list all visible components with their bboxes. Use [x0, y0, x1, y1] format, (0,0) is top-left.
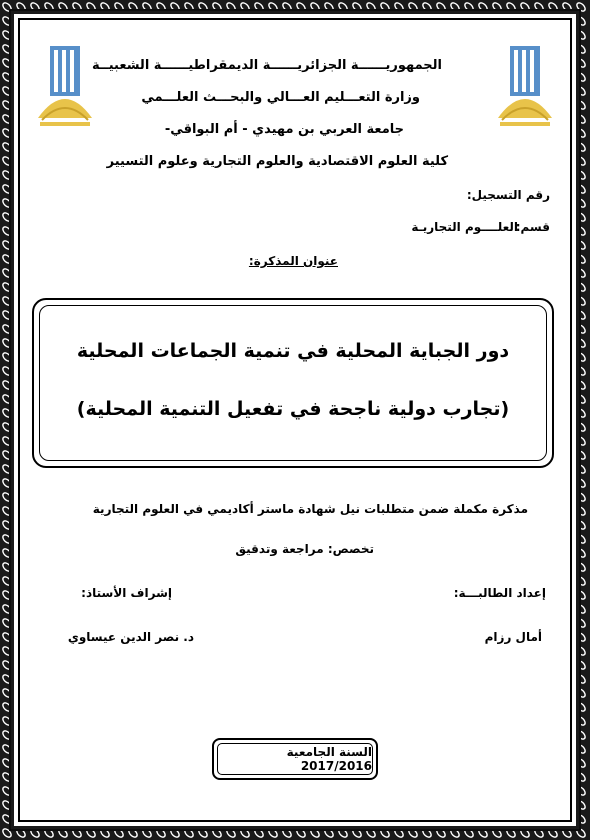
thesis-title-label: عنوان المذكرة:: [248, 254, 338, 268]
thesis-title: دور الجباية المحلية في تنمية الجماعات المحلية: [76, 340, 510, 362]
thesis-subtitle: (تجارب دولية ناجحة في تفعيل التنمية المحلية): [76, 398, 510, 420]
header-republic: الجمهوريــــــة الجزائريــــــة الديمقراطيــــــة الشعبيــة: [91, 58, 442, 73]
supervisor-name: د. نصر الدين عيساوي: [67, 630, 194, 644]
supervisor-label: إشراف الأستاذ:: [81, 586, 172, 600]
header-university: جامعة العربي بن مهيدي - أم البواقي-: [164, 122, 404, 137]
registration-label: رقم التسجيل:: [466, 188, 550, 202]
student-label: إعداد الطالبـــة:: [453, 586, 546, 600]
university-logo-icon: [492, 40, 558, 130]
university-logo-icon: [32, 40, 98, 130]
academic-year: السنة الجامعية 2017/2016: [217, 743, 373, 775]
department-value: العلــــوم التجاريـة: [411, 220, 518, 234]
thesis-description: مذكرة مكملة ضمن متطلبات نيل شهادة ماستر أكاديمي في العلوم التجارية: [92, 502, 528, 516]
department-label: قسم:: [515, 220, 550, 234]
specialization: تخصص: مراجعة وتدقيق: [235, 542, 374, 556]
academic-year-box: [212, 738, 378, 780]
header-faculty: كلية العلوم الاقتصادية والعلوم التجارية وعلوم التسيير: [106, 154, 448, 169]
student-name: أمال رزام: [484, 630, 542, 644]
title-box-inner: [39, 305, 547, 461]
title-box: [32, 298, 554, 468]
header-ministry: وزارة التعـــليم العـــالي والبحـــث العلـــمي: [141, 90, 420, 105]
